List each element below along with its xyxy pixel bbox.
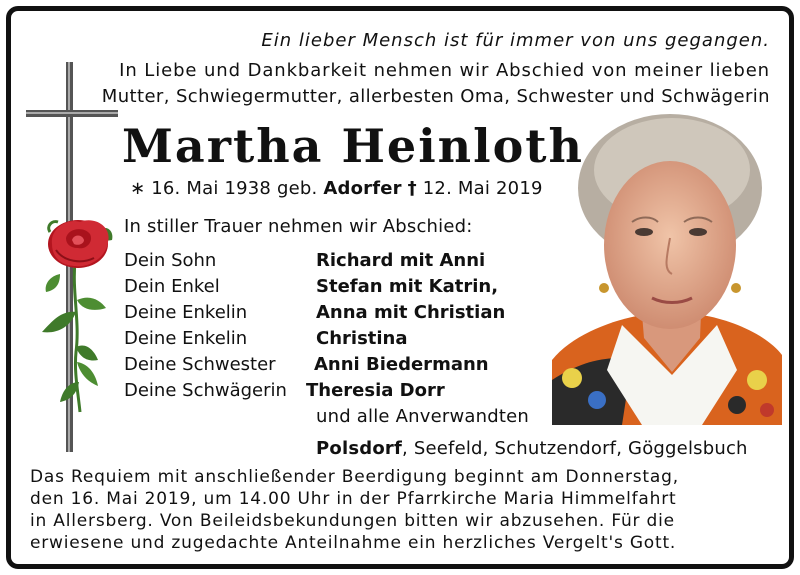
- relative-relation: Dein Enkel: [124, 276, 220, 297]
- header-line-2: In Liebe und Dankbarkeit nehmen wir Abschied von meiner lieben: [119, 60, 770, 81]
- deceased-name: Martha Heinloth: [122, 119, 584, 173]
- relative-relation: Deine Schwägerin: [124, 380, 287, 401]
- footer-line-4: erwiesene und zugedachte Anteilnahme ein herzliches Vergelt's Gott.: [30, 533, 677, 553]
- mourning-intro: In stiller Trauer nehmen wir Abschied:: [124, 216, 473, 237]
- relative-names: Anna mit Christian: [316, 302, 506, 323]
- rose-icon: [42, 210, 118, 276]
- maiden-name: Adorfer: [323, 178, 402, 199]
- birth-date: 16. Mai 1938: [151, 178, 272, 199]
- relative-names: Stefan mit Katrin,: [316, 276, 499, 297]
- relative-relation: Deine Enkelin: [124, 302, 248, 323]
- birth-symbol: ∗: [130, 178, 146, 199]
- geb-label: geb.: [276, 178, 318, 199]
- life-dates: [130, 178, 543, 200]
- relative-names: Anni Biedermann: [314, 354, 489, 375]
- header-line-3: Mutter, Schwiegermutter, allerbesten Oma, Schwester und Schwägerin: [101, 86, 770, 107]
- footer-line-2: den 16. Mai 2019, um 14.00 Uhr in der Pfarrkirche Maria Himmelfahrt: [30, 489, 677, 509]
- relative-names: Christina: [316, 328, 408, 349]
- relative-relation: Deine Enkelin: [124, 328, 248, 349]
- relative-names: Theresia Dorr: [306, 380, 445, 401]
- footer-line-1: Das Requiem mit anschließender Beerdigung beginnt am Donnerstag,: [30, 467, 679, 487]
- header-quote: Ein lieber Mensch ist für immer von uns gegangen.: [261, 30, 770, 51]
- relative-names: Richard mit Anni: [316, 250, 486, 271]
- relative-relation: Deine Schwester: [124, 354, 276, 375]
- footer-line-3: in Allersberg. Von Beileidsbekundungen bitten wir abzusehen. Für die: [30, 511, 675, 531]
- place-home: Polsdorf: [316, 438, 403, 459]
- death-date: 12. Mai 2019: [422, 178, 543, 199]
- relative-relation: Dein Sohn: [124, 250, 217, 271]
- places-line: [316, 438, 748, 460]
- portrait-photo: [552, 110, 782, 425]
- death-symbol: †: [407, 178, 417, 199]
- other-relatives: und alle Anverwandten: [316, 406, 529, 427]
- places-others: , Seefeld, Schutzendorf, Göggelsbuch: [402, 438, 748, 459]
